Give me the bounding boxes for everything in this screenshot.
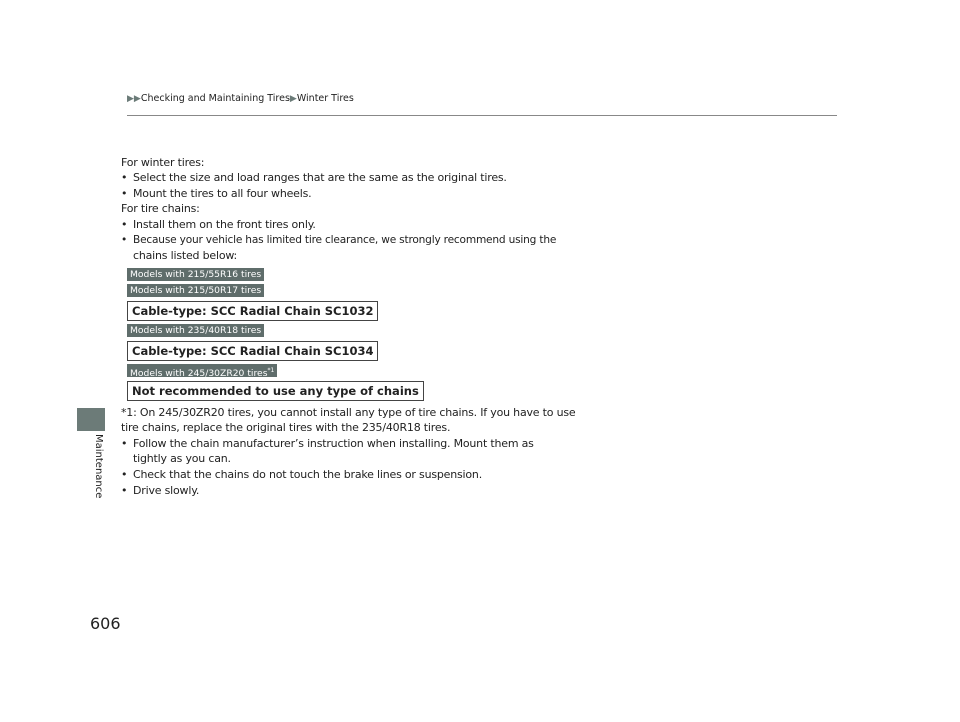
- page-number: 606: [90, 614, 121, 633]
- bullet-item: [121, 233, 556, 249]
- breadcrumb-item[interactable]: Checking and Maintaining Tires: [140, 93, 290, 104]
- bullet-item: [121, 483, 199, 499]
- bullet-text: Install them on the front tires only.: [133, 218, 316, 231]
- bullet-text: Follow the chain manufacturer’s instruction when installing. Mount them as: [133, 437, 534, 450]
- model-label: Models with 215/55R16 tires: [127, 268, 264, 281]
- bullet-icon: •: [121, 187, 128, 200]
- bullet-item: [121, 217, 316, 233]
- bullet-icon: •: [121, 437, 128, 450]
- header-divider: [127, 115, 837, 116]
- bullet-item: [121, 170, 507, 186]
- bullet-text: Check that the chains do not touch the brake lines or suspension.: [133, 468, 482, 481]
- model-label-text: Models with 245/30ZR20 tires: [130, 368, 268, 380]
- model-label: Models with 235/40R18 tires: [127, 324, 264, 337]
- bullet-icon: •: [121, 171, 128, 184]
- bullet-text: Select the size and load ranges that are the same as the original tires.: [133, 171, 507, 184]
- chain-recommendation: Cable-type: SCC Radial Chain SC1032: [127, 301, 378, 321]
- arrow-icon: ▶: [133, 94, 141, 104]
- bullet-item: [121, 436, 534, 452]
- footnote-line: tire chains, replace the original tires with the 235/40R18 tires.: [121, 421, 451, 434]
- breadcrumb: [127, 93, 354, 104]
- arrow-icon: ▶: [289, 94, 297, 104]
- section-label: Maintenance: [93, 434, 104, 499]
- bullet-item: [121, 186, 311, 202]
- breadcrumb-item[interactable]: Winter Tires: [296, 93, 354, 104]
- footnote-mark: *1: [267, 367, 275, 374]
- bullet-text: Mount the tires to all four wheels.: [133, 187, 312, 200]
- chains-heading: For tire chains:: [121, 202, 200, 215]
- bullet-icon: •: [121, 468, 128, 481]
- bullet-continuation: tightly as you can.: [133, 452, 231, 465]
- bullet-continuation: chains listed below:: [133, 249, 238, 262]
- bullet-icon: •: [121, 218, 128, 231]
- chain-recommendation: Cable-type: SCC Radial Chain SC1034: [127, 341, 378, 361]
- winter-heading: For winter tires:: [121, 156, 205, 169]
- chain-recommendation: Not recommended to use any type of chains: [127, 381, 424, 401]
- section-tab-marker: [77, 408, 105, 431]
- bullet-text: Because your vehicle has limited tire clearance, we strongly recommend using the: [133, 234, 557, 246]
- footnote-line: *1: On 245/30ZR20 tires, you cannot install any type of tire chains. If you have to use: [121, 406, 576, 419]
- arrow-icon: ▶: [127, 94, 134, 104]
- bullet-icon: •: [121, 484, 128, 497]
- bullet-icon: •: [121, 234, 128, 246]
- model-label: [127, 364, 277, 380]
- bullet-item: [121, 467, 482, 483]
- bullet-text: Drive slowly.: [133, 484, 200, 497]
- model-label: Models with 215/50R17 tires: [127, 284, 264, 297]
